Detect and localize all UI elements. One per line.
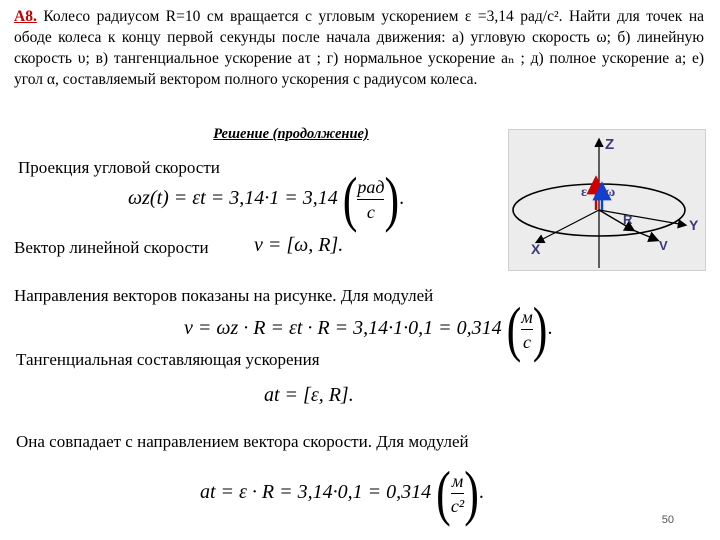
problem-text: Колесо радиусом R=10 см вращается с угловым ускорением ε =3,14 рад/с². Найти для точек на ободе колеса к концу первой секунды после начала движения: а) угловую скорость ω; б) линейную скорость υ; в) тангенциальное ускорение aτ ; г) нормальное ускорение aₙ ; д) полное ускорение a; е) угол α, составляемый вектором полного ускорения с радиусом колеса. xyxy=(14,8,704,88)
r-label: R xyxy=(623,212,633,227)
wheel-diagram-svg xyxy=(509,130,705,270)
epsilon-label: ε xyxy=(581,185,587,200)
angular-formula-text: ωz(t) = εt = 3,14·1 = 3,14 xyxy=(128,187,338,210)
modulus-unit: $\frac{м}{с}$ xyxy=(521,307,533,352)
linear-velocity-label: Вектор линейной скорости xyxy=(14,238,209,257)
angular-unit: $\frac{\text{рад}}{с}$ xyxy=(357,177,385,222)
tangential-label: Тангенциальная составляющая ускорения xyxy=(16,350,320,369)
omega-label: ω xyxy=(605,185,616,200)
linear-velocity-formula: v = [ω, R]. xyxy=(254,234,344,256)
at-unit: $\frac{м}{\text{с²}}$ xyxy=(450,471,465,516)
tangential-modulus-formula: at = ε · R = 3,14·0,1 = 0,314 ( $\frac{м}{\text{с²}}$ ). xyxy=(200,458,484,528)
y-label: Y xyxy=(689,217,699,233)
coincides-text: Она совпадает с направлением вектора скорости. Для модулей xyxy=(16,432,469,451)
tangential-formula: at = [ε, R]. xyxy=(264,384,354,406)
problem-number: A8. xyxy=(14,8,37,25)
x-label: X xyxy=(531,241,541,257)
linear-modulus-formula: v = ωz · R = εt · R = 3,14·1·0,1 = 0,314 ( $\frac{м}{с}$ ). xyxy=(184,294,553,364)
at-formula-text: at = ε · R = 3,14·0,1 = 0,314 xyxy=(200,481,432,504)
directions-text: Направления векторов показаны на рисунке. Для модулей xyxy=(14,286,434,305)
x-axis xyxy=(537,210,599,242)
v-label: V xyxy=(659,238,668,253)
angular-velocity-formula: ωz(t) = εt = 3,14·1 = 3,14 ( $\frac{\text{рад}}{с}$ ). xyxy=(128,164,405,234)
wheel-diagram xyxy=(508,129,706,271)
page-number: 50 xyxy=(661,514,674,526)
problem-statement xyxy=(14,6,704,90)
solution-heading: Решение (продолжение) xyxy=(213,126,369,142)
angular-velocity-label: Проекция угловой скорости xyxy=(18,158,220,177)
modulus-formula-text: v = ωz · R = εt · R = 3,14·1·0,1 = 0,314 xyxy=(184,317,502,340)
z-label: Z xyxy=(605,136,615,153)
